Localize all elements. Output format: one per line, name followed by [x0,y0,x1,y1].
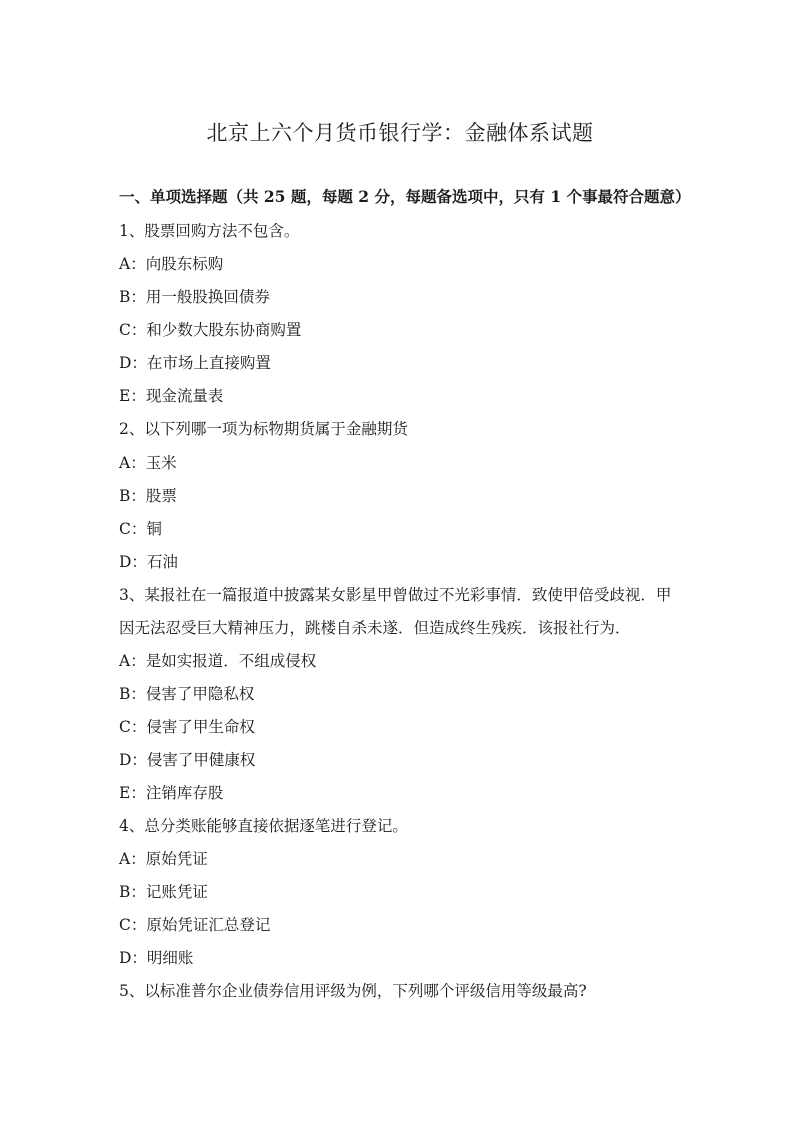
question-2-option-c: C：铜 [119,520,162,538]
question-1-option-d: D：在市场上直接购置 [119,354,271,372]
question-2: 2、以下列哪一项为标物期货属于金融期货 [119,420,408,438]
question-3-option-c: C：侵害了甲生命权 [119,718,255,736]
question-3-option-a: A：是如实报道．不组成侵权 [119,652,317,670]
question-1: 1、股票回购方法不包含。 [119,222,300,240]
question-2-option-d: D：石油 [119,553,178,571]
question-4: 4、总分类账能够直接依据逐笔进行登记。 [119,817,408,835]
question-1-option-e: E：现金流量表 [119,387,224,405]
question-5: 5、以标准普尔企业债券信用评级为例，下列哪个评级信用等级最高? [119,982,587,1000]
question-3-option-e: E：注销库存股 [119,784,224,802]
document-title: 北京上六个月货币银行学：金融体系试题 [206,121,594,145]
question-3-option-b: B：侵害了甲隐私权 [119,685,255,703]
section-heading: 一、单项选择题（共 25 题，每题 2 分，每题备选项中，只有 1 个事最符合题意） [119,187,691,206]
question-2-option-b: B：股票 [119,487,177,505]
question-3-line-2: 因无法忍受巨大精神压力，跳楼自杀未遂．但造成终生残疾．该报社行为． [119,619,631,637]
question-3-option-d: D：侵害了甲健康权 [119,751,256,769]
question-4-option-a: A：原始凭证 [119,850,208,868]
question-4-option-d: D：明细账 [119,949,194,967]
question-3-line-1: 3、某报社在一篇报道中披露某女影星甲曾做过不光彩事情．致使甲倍受歧视．甲 [119,586,672,604]
question-1-option-a: A：向股东标购 [119,255,224,273]
question-2-option-a: A：玉米 [119,454,177,472]
question-1-option-b: B：用一般股换回债券 [119,288,270,306]
question-4-option-c: C：原始凭证汇总登记 [119,916,271,934]
question-1-option-c: C：和少数大股东协商购置 [119,321,302,339]
question-4-option-b: B：记账凭证 [119,883,208,901]
